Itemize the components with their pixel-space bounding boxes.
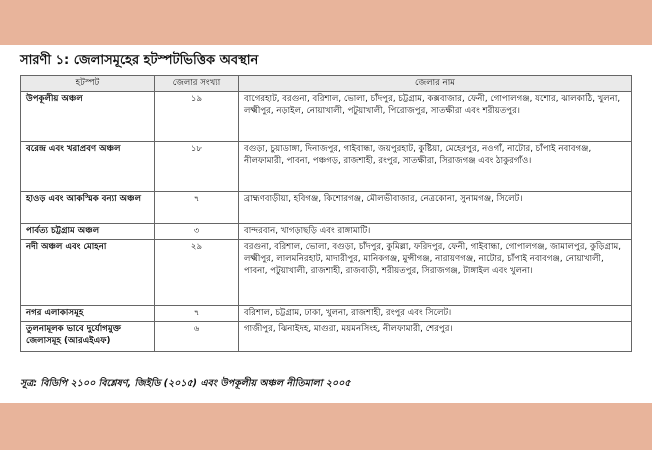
table-row [21,142,632,192]
districts-cell: বগুড়া, চুয়াডাঙ্গা, দিনাজপুর, গাইবান্ধা, জয়পুরহাট, কুষ্টিয়া, মেহেরপুর, নওগাঁ, নাটোর, চাঁপাই নবাবগঞ্জ, নীলফামারী, পাবনা, পঞ্চগড়, রাজশাহী, রংপুর, সাতক্ষীরা, সিরাজগঞ্জ এবং ঠাকুরগাঁও। [239,142,632,192]
districts-cell: বরিশাল, চট্টগ্রাম, ঢাকা, খুলনা, রাজশাহী, রংপুর এবং সিলেট। [239,306,632,322]
districts-cell: বান্দরবান, খাগড়াছড়ি এবং রাঙ্গামাটি। [239,224,632,240]
zone-cell: তুলনামূলক ভাবে দুর্যোগমুক্ত জেলাসমূহ (আরএইএফ) [21,322,155,352]
zone-cell: বরেন্দ্র এবং খরাপ্রবণ অঞ্চল [21,142,155,192]
header-district-count: জেলার সংখ্যা [155,76,239,92]
table-row [21,92,632,142]
zone-cell: পার্বত্য চট্টগ্রাম অঞ্চল [21,224,155,240]
districts-cell: বাগেরহাট, বরগুনা, বরিশাল, ভোলা, চাঁদপুর, চট্টগ্রাম, কক্সবাজার, ফেনী, গোপালগঞ্জ, যশোর, ঝালকাঠি, খুলনা, লক্ষ্মীপুর, নড়াইল, নোয়াখালী, পটুয়াখালী, পিরোজপুর, সাতক্ষীরা এবং শরীয়তপুর। [239,92,632,142]
count-cell: ১৮ [155,142,239,192]
districts-cell: বরগুনা, বরিশাল, ভোলা, বগুড়া, চাঁদপুর, কুমিল্লা, ফরিদপুর, ফেনী, গাইবান্ধা, গোপালগঞ্জ, জামালপুর, কুড়িগ্রাম, লক্ষ্মীপুর, লালমনিরহাট, মাদারীপুর, মানিকগঞ্জ, মুন্সীগঞ্জ, নারায়ণগঞ্জ, নাটোর, চাঁপাই নবাবগঞ্জ, নোয়াখালী, পাবনা, পটুয়াখালী, রাজশাহী, রাজবাড়ী, শরীয়তপুর, সিরাজগঞ্জ, টাঙ্গাইল এবং খুলনা। [239,240,632,306]
header-hotspot: হটস্পট [21,76,155,92]
districts-cell: গাজীপুর, ঝিনাইদহ, মাগুরা, ময়মনসিংহ, নীলফামারী, শেরপুর। [239,322,632,352]
count-cell: ৩ [155,224,239,240]
zone-cell: নদী অঞ্চল এবং মোহনা [21,240,155,306]
table-row [21,192,632,224]
document-sheet [0,45,652,403]
header-district-names: জেলার নাম [239,76,632,92]
count-cell: ২৯ [155,240,239,306]
zone-cell: উপকূলীয় অঞ্চল [21,92,155,142]
zone-cell: নগর এলাকাসমূহ [21,306,155,322]
table-row [21,224,632,240]
count-cell: ৭ [155,306,239,322]
zone-cell: হাওড় এবং আকস্মিক বন্যা অঞ্চল [21,192,155,224]
source-note: সূত্র: বিডিপি ২১০০ বিশ্লেষণ, জিইডি (২০১৫) এবং উপকূলীয় অঞ্চল নীতিমালা ২০০৫ [20,378,351,389]
districts-cell: ব্রাহ্মণবাড়ীয়া, হবিগঞ্জ, কিশোরগঞ্জ, মৌলভীবাজার, নেত্রকোনা, সুনামগঞ্জ, সিলেট। [239,192,632,224]
hotspot-table [20,75,632,352]
table-header-row [21,76,632,92]
count-cell: ৬ [155,322,239,352]
table-row [21,306,632,322]
table-row [21,322,632,352]
count-cell: ১৯ [155,92,239,142]
table-row [21,240,632,306]
table-title: সারণী ১: জেলাসমূহের হটস্পটভিত্তিক অবস্থান [20,53,259,68]
count-cell: ৭ [155,192,239,224]
